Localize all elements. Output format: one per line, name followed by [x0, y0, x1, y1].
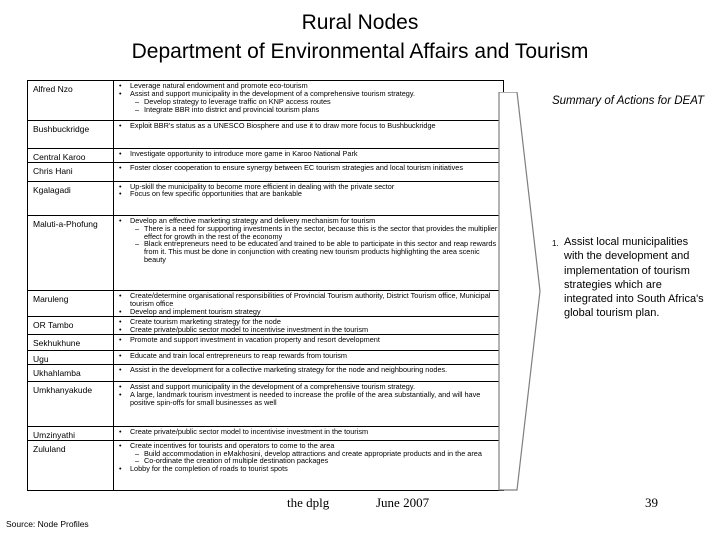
action-sub-item: – Build accommodation in eMakhosini, develop attractions and create appropriate products and in the area — [119, 450, 501, 458]
arrow-shape — [499, 92, 540, 490]
node-actions — [114, 382, 504, 426]
node-actions — [114, 351, 504, 365]
summary-title: Summary of Actions for DEAT — [551, 95, 705, 107]
node-actions — [114, 81, 504, 121]
action-item: • Promote and support investment in vacation property and resort development — [119, 336, 501, 344]
table-row — [28, 426, 504, 440]
action-item: • Create incentives for tourists and operators to come to the area — [119, 442, 501, 450]
node-actions — [114, 334, 504, 350]
table-row — [28, 351, 504, 365]
table-row — [28, 365, 504, 382]
table-row — [28, 181, 504, 215]
node-actions — [114, 365, 504, 382]
node-name: Sekhukhune — [28, 334, 114, 350]
table-row — [28, 215, 504, 290]
nodes-actions-table — [27, 80, 504, 491]
action-item: • Exploit BBR's status as a UNESCO Biosphere and use it to draw more focus to Bushbuckridge — [119, 122, 501, 130]
node-name: OR Tambo — [28, 317, 114, 335]
action-item: • Create/determine organisational responsibilities of Provincial Tourism authority, District Tourism office, Municipal tourism office — [119, 292, 501, 308]
title-line-2: Department of Environmental Affairs and Tourism — [131, 40, 589, 63]
footer-date: June 2007 — [376, 495, 430, 510]
action-sub-item: – Co-ordinate the creation of multiple destination packages — [119, 457, 501, 465]
action-item: • Assist and support municipality in the development of a comprehensive tourism strategy. — [119, 383, 501, 391]
table-row — [28, 317, 504, 335]
action-sub-item: – There is a need for supporting investments in the sector, because this is the sector that provides the multiplier effect for growth in the rest of the economy — [119, 225, 501, 241]
action-item: • Assist in the development for a collective marketing strategy for the node and neighbouring nodes. — [119, 366, 501, 374]
node-name: Maluti-a-Phofung — [28, 215, 114, 290]
action-item: • Lobby for the completion of roads to tourist spots — [119, 465, 501, 473]
right-chevron-arrow-icon — [498, 92, 542, 492]
table-row — [28, 291, 504, 317]
table-row — [28, 81, 504, 121]
node-name: Maruleng — [28, 291, 114, 317]
node-name: Bushbuckridge — [28, 121, 114, 149]
table-row — [28, 334, 504, 350]
table-row — [28, 382, 504, 426]
table-row — [28, 121, 504, 149]
node-name: Umkhanyakude — [28, 382, 114, 426]
node-name: Umzinyathi — [28, 426, 114, 440]
summary-list — [552, 235, 710, 321]
table-row — [28, 440, 504, 490]
node-name: Zululand — [28, 440, 114, 490]
action-item: • Develop and implement tourism strategy — [119, 308, 501, 316]
summary-item-number: 1. — [552, 239, 559, 248]
node-actions — [114, 181, 504, 215]
action-item: • Up-skill the municipality to become more efficient in dealing with the private sector — [119, 183, 501, 191]
footer-org: the dplg — [287, 495, 330, 510]
action-sub-item: – Integrate BBR into district and provincial tourism plans — [119, 106, 501, 114]
node-name: Ukhahlamba — [28, 365, 114, 382]
action-item: • A large, landmark tourism investment is needed to increase the profile of the area substantially, and will have positive spin-offs for small businesses as well — [119, 391, 501, 407]
slide-title — [0, 8, 720, 66]
node-actions — [114, 163, 504, 181]
summary-item-text: Assist local municipalities with the development and implementation of tourism strategies which are integrated into South Africa's global tourism plan. — [564, 236, 704, 320]
action-item: • Create private/public sector model to incentivise investment in the tourism — [119, 428, 501, 436]
node-actions — [114, 149, 504, 163]
action-item: • Create private/public sector model to incentivise investment in the tourism — [119, 326, 501, 334]
source-note: Source: Node Profiles — [6, 519, 89, 529]
action-item: • Assist and support municipality in the development of a comprehensive tourism strategy. — [119, 90, 501, 98]
node-actions — [114, 121, 504, 149]
action-item: • Educate and train local entrepreneurs to reap rewards from tourism — [119, 352, 501, 360]
action-item: • Leverage natural endowment and promote eco-tourism — [119, 82, 501, 90]
node-actions — [114, 317, 504, 335]
action-item: • Investigate opportunity to introduce more game in Karoo National Park — [119, 150, 501, 158]
node-actions — [114, 291, 504, 317]
node-name: Chris Hani — [28, 163, 114, 181]
node-name: Kgalagadi — [28, 181, 114, 215]
page-number: 39 — [645, 495, 658, 510]
action-item: • Develop an effective marketing strategy and delivery mechanism for tourism — [119, 217, 501, 225]
table-row — [28, 163, 504, 181]
node-actions — [114, 440, 504, 490]
table-row — [28, 149, 504, 163]
action-item: • Focus on few specific opportunities that are bankable — [119, 190, 501, 198]
action-item: • Create tourism marketing strategy for the node — [119, 318, 501, 326]
action-sub-item: – Develop strategy to leverage traffic on KNP access routes — [119, 98, 501, 106]
node-name: Central Karoo — [28, 149, 114, 163]
action-sub-item: – Black entrepreneurs need to be educated and trained to be able to participate in this sector and reap rewards from it. This must be done in conjunction with creating new tourism products highlighting the area scenic beauty — [119, 240, 501, 264]
node-name: Alfred Nzo — [28, 81, 114, 121]
summary-item — [552, 235, 710, 321]
node-actions — [114, 215, 504, 290]
node-actions — [114, 426, 504, 440]
node-name: Ugu — [28, 351, 114, 365]
action-item: • Foster closer cooperation to ensure synergy between EC tourism strategies and local tourism initiatives — [119, 164, 501, 172]
title-line-1: Rural Nodes — [301, 11, 419, 34]
